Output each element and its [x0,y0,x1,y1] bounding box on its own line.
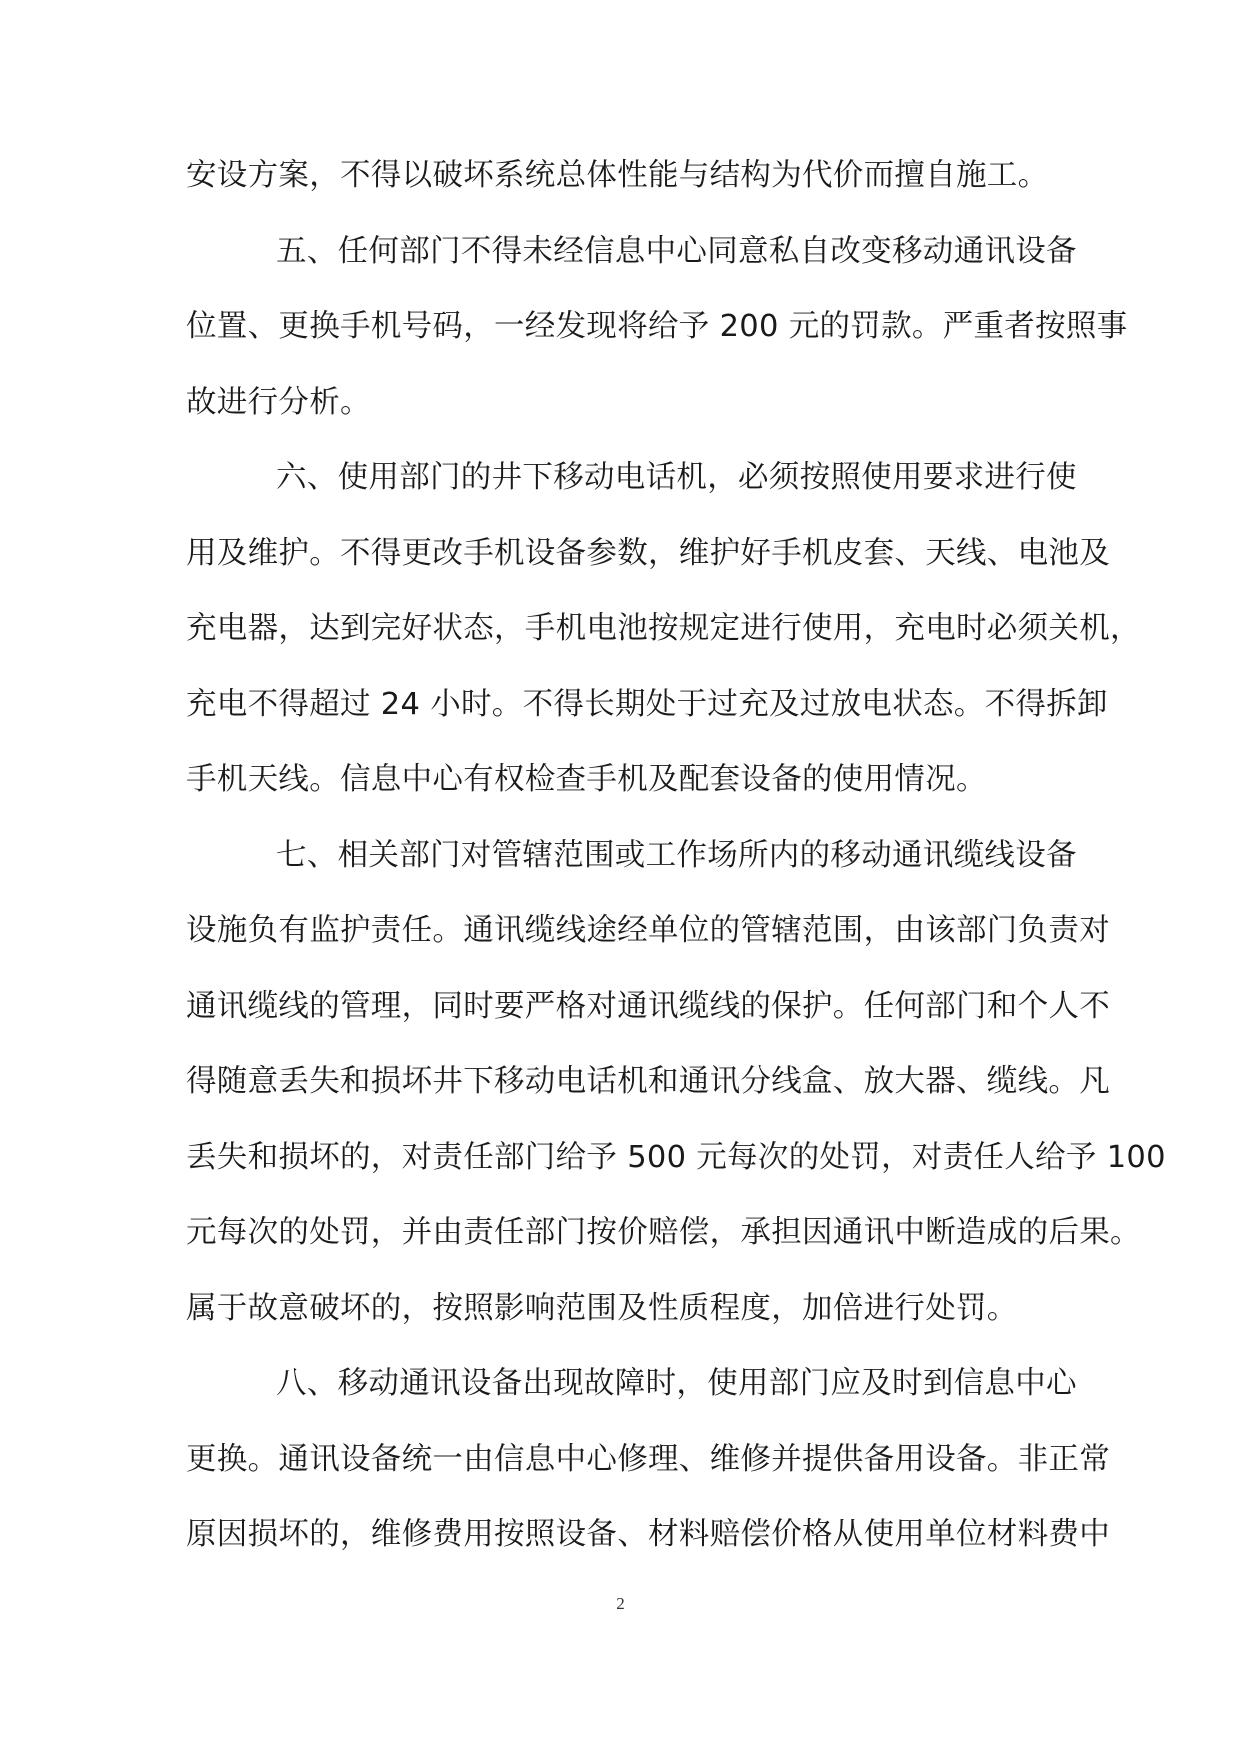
text-line: 位置、更换手机号码，一经发现将给予 200 元的罚款。严重者按照事 [186,309,1128,344]
text-line: 五、任何部门不得未经信息中心同意私自改变移动通讯设备 [276,233,1077,269]
text-line: 元每次的处罚，并由责任部门按价赔偿，承担因通讯中断造成的后果。 [186,1215,1141,1250]
text-line: 设施负有监护责任。通讯缆线途经单位的管辖范围，由该部门负责对 [186,913,1110,948]
paragraph-item-7 [186,818,1166,1347]
text-line: 六、使用部门的井下移动电话机，必须按照使用要求进行使 [276,460,1077,495]
text-line: 充电器，达到完好状态，手机电池按规定进行使用，充电时必须关机， [186,611,1141,646]
text-line: 安设方案，不得以破坏系统总体性能与结构为代价而擅自施工。 [186,158,1049,193]
text-line: 丢失和损坏的，对责任部门给予 500 元每次的处罚，对责任人给予 100 [186,1139,1166,1175]
page-number: 2 [616,1594,625,1613]
paragraph-item-8 [186,1346,1110,1573]
text-line: 通讯缆线的管理，同时要严格对通讯缆线的保护。任何部门和个人不 [186,988,1110,1024]
document-body [186,138,1166,1573]
text-line: 七、相关部门对管辖范围或工作场所内的移动通讯缆线设备 [276,837,1077,873]
text-line: 充电不得超过 24 小时。不得长期处于过充及过放电状态。不得拆卸 [186,686,1108,722]
paragraph-item-5 [186,214,1128,441]
text-line: 得随意丢失和损坏井下移动电话机和通讯分线盒、放大器、缆线。凡 [186,1064,1110,1099]
text-line: 更换。通讯设备统一由信息中心修理、维修并提供备用设备。非正常 [186,1441,1110,1477]
text-line: 原因损坏的，维修费用按照设备、材料赔偿价格从使用单位材料费中 [186,1517,1110,1552]
text-line: 手机天线。信息中心有权检查手机及配套设备的使用情况。 [186,762,987,797]
text-line: 属于故意破坏的，按照影响范围及性质程度，加倍进行处罚。 [186,1290,1018,1326]
paragraph-continuation [186,138,1056,214]
text-line: 故进行分析。 [186,384,371,420]
text-line: 八、移动通讯设备出现故障时，使用部门应及时到信息中心 [276,1366,1077,1401]
paragraph-item-6 [186,440,1141,818]
text-line: 用及维护。不得更改手机设备参数，维护好手机皮套、天线、电池及 [186,535,1110,571]
